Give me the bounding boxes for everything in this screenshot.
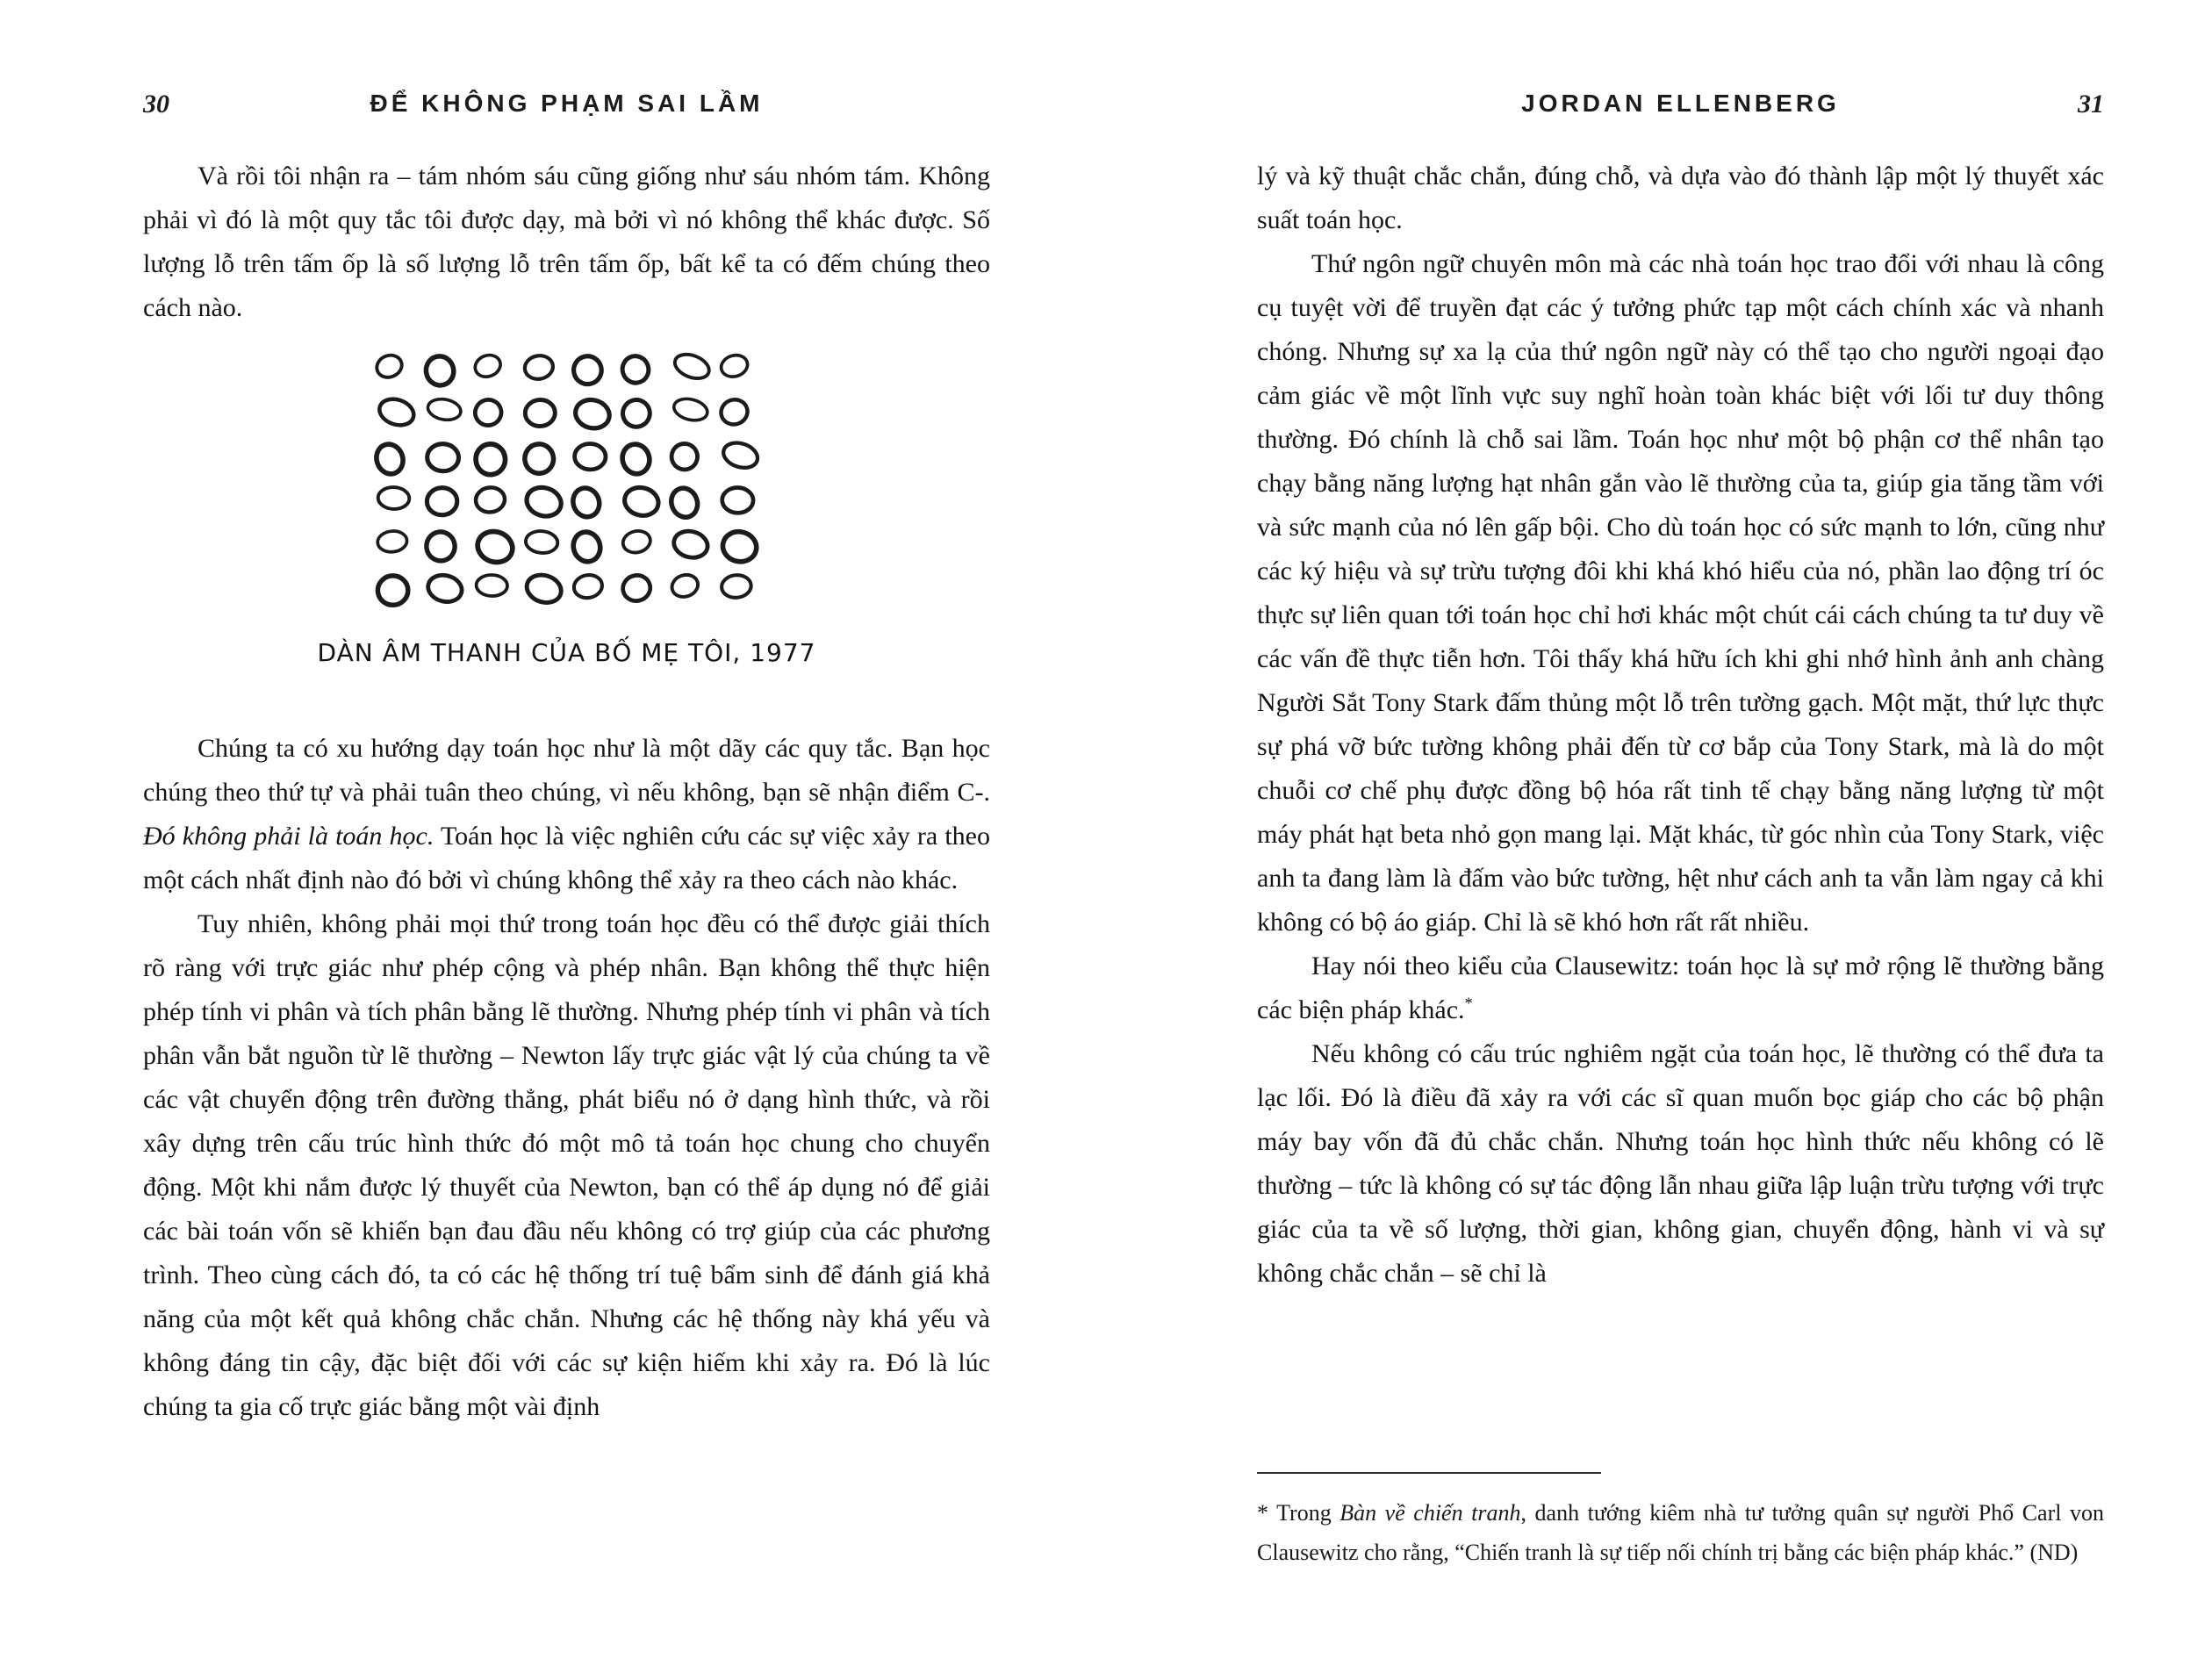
speaker-grille-figure xyxy=(143,344,990,671)
footnote-reference-marker: * xyxy=(1464,995,1473,1013)
footnote xyxy=(1257,1472,2104,1572)
right-paragraph-2: Thứ ngôn ngữ chuyên môn mà các nhà toán học trao đổi với nhau là công cụ tuyệt vời để truyền đạt các ý tưởng phức tạp một cách chính xác và nhanh chóng. Nhưng sự xa lạ của thứ ngôn ngữ này có thể tạo cho người ngoại đạo cảm giác về một lĩnh vực suy nghĩ hoàn toàn khác biệt với lối tư duy thông thường. Đó chính là chỗ sai lầm. Toán học như một bộ phận cơ thể nhân tạo chạy bằng năng lượng hạt nhân gắn vào lẽ thường của ta, giúp gia tăng tầm với và sức mạnh của nó lên gấp bội. Cho dù toán học có sức mạnh to lớn, cũng như các ký hiệu và sự trừu tượng đôi khi khá khó hiểu của nó, phần lao động trí óc thực sự liên quan tới toán học chỉ hơi khác một chút cái cách chúng ta tư duy về các vấn đề thực tiễn hơn. Tôi thấy khá hữu ích khi ghi nhớ hình ảnh anh chàng Người Sắt Tony Stark đấm thủng một lỗ trên tường gạch. Một mặt, thứ lực thực sự phá vỡ bức tường không phải đến từ cơ bắp của Tony Stark, mà là do một chuỗi cơ chế phụ được đồng bộ hóa rất tinh tế chạy bằng năng lượng từ một máy phát hạt beta nhỏ gọn mang lại. Mặt khác, từ góc nhìn của Tony Stark, việc anh ta đang làm là đấm vào bức tường, hệt như cách anh ta vẫn làm ngay cả khi không có bộ áo giáp. Chỉ là sẽ khó hơn rất rất nhiều. xyxy=(1257,249,2104,937)
left-page-header xyxy=(143,90,990,118)
footnote-text-2: , danh tướng kiêm nhà tư tưởng quân sự người Phổ Carl von Clausewitz cho rằng, “Chiến tranh là sự tiếp nối chính trị bằng các biện pháp khác.” (ND) xyxy=(1257,1500,2105,1565)
left-paragraph-2-italic-phrase: Đó không phải là toán học. xyxy=(143,822,434,851)
footnote-book-title-italic: Bàn về chiến tranh xyxy=(1339,1500,1521,1526)
left-paragraph-2 xyxy=(143,727,990,902)
left-page-content xyxy=(143,154,990,1429)
right-paragraph-3 xyxy=(1257,944,2104,1032)
right-paragraph-1: lý và kỹ thuật chắc chắn, đúng chỗ, và dựa vào đó thành lập một lý thuyết xác suất toán học. xyxy=(1257,162,2104,234)
right-page-header xyxy=(1257,90,2104,118)
figure-caption: DÀN ÂM THANH CỦA BỐ MẸ TÔI, 1977 xyxy=(317,638,816,667)
right-page-number: 31 xyxy=(2078,90,2104,118)
right-paragraph-4: Nếu không có cấu trúc nghiêm ngặt của toán học, lẽ thường có thể đưa ta lạc lối. Đó là điều đã xảy ra với các sĩ quan muốn bọc giáp cho các bộ phận máy bay vốn đã đủ chắc chắn. Nhưng toán học hình thức nếu không có lẽ thường – tức là không có sự tác động lẫn nhau giữa lập luận trừu tượng với trực giác của ta về số lượng, thời gian, không gian, chuyển động, hành vi và sự không chắc chắn – sẽ chỉ là xyxy=(1257,1039,2104,1288)
right-paragraph-3-text: Hay nói theo kiểu của Clausewitz: toán học là sự mở rộng lẽ thường bằng các biện pháp khác. xyxy=(1257,952,2104,1024)
left-paragraph-3: Tuy nhiên, không phải mọi thứ trong toán học đều có thể được giải thích rõ ràng với trực giác như phép cộng và phép nhân. Bạn không thể thực hiện phép tính vi phân và tích phân bằng lẽ thường. Nhưng phép tính vi phân và tích phân vẫn bắt nguồn từ lẽ thường – Newton lấy trực giác vật lý của chúng ta về các vật chuyển động trên đường thẳng, phát biểu nó ở dạng hình thức, và rồi xây dựng trên cấu trúc hình thức đó một mô tả toán học chung cho chuyển động. Một khi nắm được lý thuyết của Newton, bạn có thể áp dụng nó để giải các bài toán vốn sẽ khiến bạn đau đầu nếu không có trợ giúp của các phương trình. Theo cùng cách đó, ta có các hệ thống trí tuệ bẩm sinh để đánh giá khả năng của một kết quả không chắc chắn. Nhưng các hệ thống này khá yếu và không đáng tin cậy, đặc biệt đối với các sự kiện hiếm khi xảy ra. Đó là lúc chúng ta gia cố trực giác bằng một vài định xyxy=(143,909,990,1421)
right-page-content xyxy=(1257,154,2104,1659)
left-page-number: 30 xyxy=(143,90,169,118)
speaker-grille-svg xyxy=(365,344,769,613)
footnote-text xyxy=(1257,1493,2104,1572)
footnote-text-1: * Trong xyxy=(1257,1500,1340,1526)
footnote-rule xyxy=(1257,1472,1601,1474)
right-running-head: JORDAN ELLENBERG xyxy=(1521,90,1840,117)
left-paragraph-2-text-2: Toán học là việc nghiên cứu các sự việc xảy ra theo một cách nhất định nào đó bởi vì chúng không thể xảy ra theo cách nào khác. xyxy=(143,822,990,894)
left-running-head: ĐỂ KHÔNG PHẠM SAI LẦM xyxy=(370,90,764,117)
left-paragraph-1: Và rồi tôi nhận ra – tám nhóm sáu cũng giống như sáu nhóm tám. Không phải vì đó là một quy tắc tôi được dạy, mà bởi vì nó không thể khác được. Số lượng lỗ trên tấm ốp là số lượng lỗ trên tấm ốp, bất kể ta có đếm chúng theo cách nào. xyxy=(143,162,990,322)
left-paragraph-2-text-1: Chúng ta có xu hướng dạy toán học như là một dãy các quy tắc. Bạn học chúng theo thứ tự và phải tuân theo chúng, vì nếu không, bạn sẽ nhận điểm C-. xyxy=(143,734,990,807)
